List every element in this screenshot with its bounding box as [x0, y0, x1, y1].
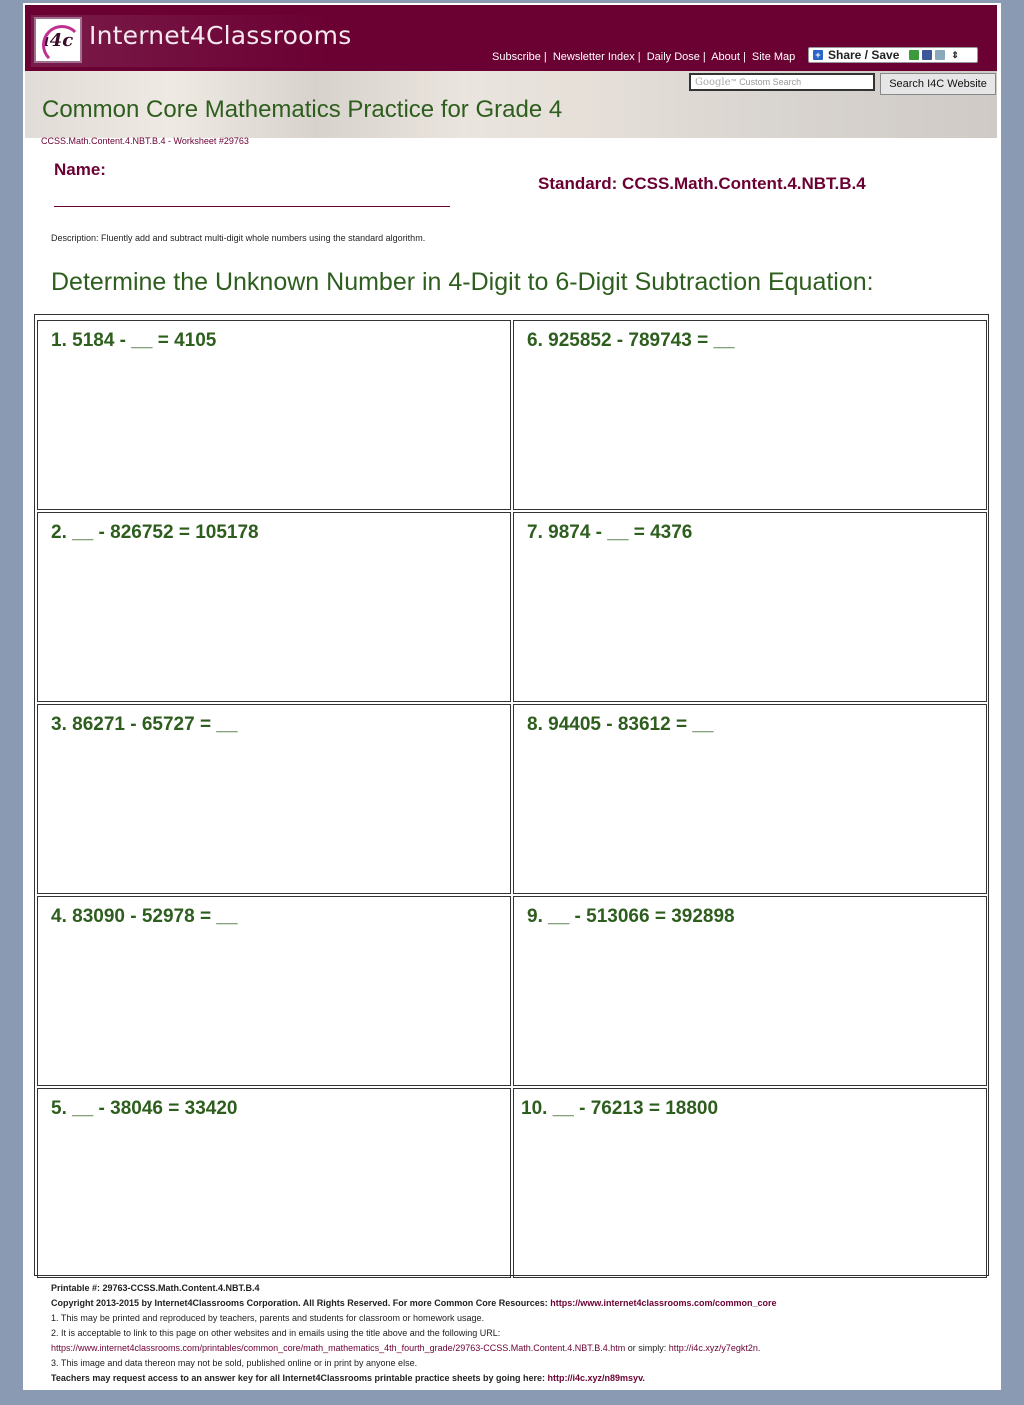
question-text: 4. 83090 - 52978 = __	[51, 906, 238, 927]
short-url-link[interactable]: http://i4c.xyz/y7egkt2n.	[668, 1343, 761, 1353]
question-text: 3. 86271 - 65727 = __	[51, 714, 238, 735]
top-nav: Subscribe | Newsletter Index | Daily Dose | About | Site Map	[492, 51, 796, 63]
question-cell	[37, 1088, 511, 1278]
question-cell	[37, 512, 511, 702]
google-logo: Google	[695, 77, 731, 88]
question-text: 9. __ - 513066 = 392898	[527, 906, 735, 927]
site-header	[25, 5, 997, 71]
email-share-icon	[909, 50, 919, 60]
page	[23, 3, 1001, 1390]
question-cell	[513, 512, 987, 702]
question-cell	[37, 704, 511, 894]
twitter-icon	[935, 50, 945, 60]
worksheet-url-link[interactable]: https://www.internet4classrooms.com/printables/common_core/math_mathematics_4th_fourth_grade/29763-CCSS.Math.Content.4.NBT.B.4.htm	[51, 1343, 626, 1353]
nav-newsletter-index[interactable]: Newsletter Index	[552, 51, 635, 63]
logo-badge-text: i4c	[42, 29, 74, 51]
nav-site-map[interactable]: Site Map	[751, 51, 796, 63]
footer	[51, 1281, 981, 1386]
question-cell	[37, 320, 511, 510]
standard-label: Standard: CCSS.Math.Content.4.NBT.B.4	[538, 174, 866, 193]
page-title: Common Core Mathematics Practice for Grade 4	[42, 96, 563, 123]
logo-text: Internet4Classrooms	[89, 21, 352, 50]
share-plus-icon: +	[813, 50, 823, 60]
name-label: Name:	[54, 160, 106, 179]
site-logo[interactable]	[31, 15, 352, 67]
share-arrows-icon: ⇕	[951, 49, 959, 60]
search-input[interactable]: Google™ Custom Search	[689, 73, 875, 91]
name-line	[54, 206, 450, 207]
nav-subscribe[interactable]: Subscribe	[492, 51, 541, 63]
question-cell	[513, 320, 987, 510]
question-text: 5. __ - 38046 = 33420	[51, 1098, 238, 1119]
search-placeholder: Custom Search	[739, 77, 802, 87]
breadcrumb: CCSS.Math.Content.4.NBT.B.4 - Worksheet #29763	[41, 136, 249, 146]
footer-line-3: 3. This image and data thereon may not be sold, published online or in print by anyone else.	[51, 1358, 418, 1368]
footer-url-line: https://www.internet4classrooms.com/printables/common_core/math_mathematics_4th_fourth_grade/29763-CCSS.Math.Content.4.NBT.B.4.htm or simply: http://i4c.xyz/y7egkt2n.	[51, 1343, 761, 1353]
question-text: 8. 94405 - 83612 = __	[527, 714, 714, 735]
nav-daily-dose[interactable]: Daily Dose	[646, 51, 700, 63]
question-cell	[513, 896, 987, 1086]
question-grid	[34, 314, 989, 1276]
printable-number: Printable #: 29763-CCSS.Math.Content.4.NBT.B.4	[51, 1283, 260, 1293]
question-text: 7. 9874 - __ = 4376	[527, 522, 693, 543]
question-text: 2. __ - 826752 = 105178	[51, 522, 259, 543]
question-cell	[513, 1088, 987, 1278]
answer-key-link[interactable]: http://i4c.xyz/n89msyv.	[547, 1373, 645, 1383]
description: Description: Fluently add and subtract multi-digit whole numbers using the standard algorithm.	[51, 233, 426, 243]
logo-badge	[34, 17, 82, 63]
footer-line-1: 1. This may be printed and reproduced by teachers, parents and students for classroom or homework usage.	[51, 1313, 485, 1323]
facebook-icon	[922, 50, 932, 60]
nav-about[interactable]: About	[711, 51, 740, 63]
copyright: Copyright 2013-2015 by Internet4Classrooms Corporation. All Rights Reserved. For more Common Core Resources: https://www.internet4classrooms.com/common_core	[51, 1298, 777, 1308]
logo-ring-icon	[42, 25, 82, 65]
share-save-button[interactable]	[808, 47, 978, 63]
question-text: 1. 5184 - __ = 4105	[51, 330, 217, 351]
question-text: 6. 925852 - 789743 = __	[527, 330, 735, 351]
question-cell	[513, 704, 987, 894]
footer-line-2: 2. It is acceptable to link to this page on other websites and in emails using the title above and the following URL:	[51, 1328, 501, 1338]
share-label: Share / Save	[828, 48, 900, 62]
worksheet-heading: Determine the Unknown Number in 4-Digit to 6-Digit Subtraction Equation:	[51, 268, 874, 296]
common-core-link[interactable]: https://www.internet4classrooms.com/common_core	[550, 1298, 777, 1308]
question-text: 10. __ - 76213 = 18800	[521, 1098, 719, 1119]
question-cell	[37, 896, 511, 1086]
answer-key-note: Teachers may request access to an answer key for all Internet4Classrooms printable practice sheets by going here: http://i4c.xyz/n89msyv.	[51, 1373, 645, 1383]
search-button[interactable]: Search I4C Website	[880, 73, 996, 95]
